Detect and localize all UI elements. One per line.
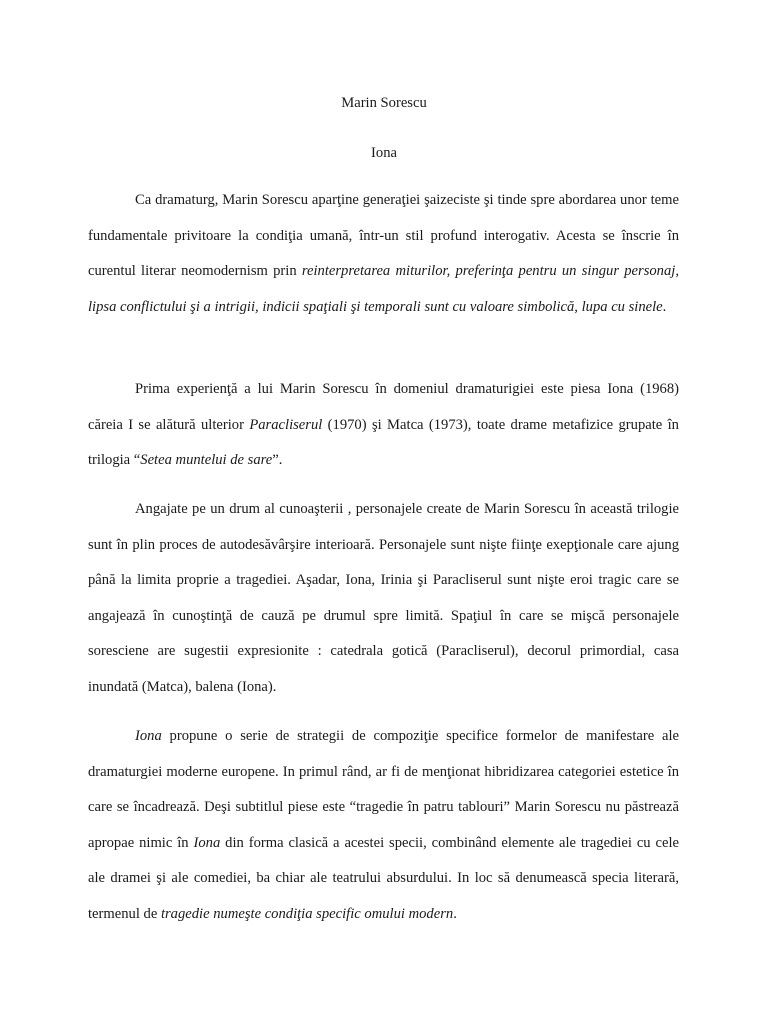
paragraph-4 — [88, 719, 679, 932]
text-segment: Ca dramaturg, Marin Sorescu aparţine generaţiei şaizeciste şi tinde spre abordarea unor teme fundamentale privitoare la condiţia umană, într-un stil profund interogativ. Acesta se înscrie în curentul literar neomodernism prin — [88, 192, 679, 279]
paragraph-2 — [88, 372, 679, 479]
author-heading: Marin Sorescu — [341, 95, 427, 111]
text-segment: . — [662, 298, 667, 315]
paragraph-3 — [88, 492, 679, 705]
paragraph-1 — [88, 183, 679, 325]
italic-text-segment: Paracliserul — [249, 416, 323, 433]
italic-text-segment: reinterpretarea miturilor, preferinţa pentru un singur personaj, lipsa conflictului şi a intrigii, indicii spaţiali şi temporali sunt cu valoare simbolică, lupa cu sinele — [88, 263, 679, 315]
italic-text-segment: tragedie numeşte condiţia specific omului modern — [160, 905, 454, 922]
text-segment: . — [453, 905, 457, 922]
title-heading: Iona — [371, 145, 397, 161]
text-segment: propune o serie de strategii de compoziţie specifice formelor de manifestare ale dramaturgiei moderne europene. In primul rând, ar fi de menţionat hibridizarea categoriei estetice în care se încadrează. Deşi subtitlul piese este “tragedie în patru tablouri” Marin Sorescu nu păstrează apropae nimic în — [88, 728, 679, 851]
text-segment: din forma clasică a acestei specii, combinând elemente ale tragediei cu cele ale dramei şi ale comediei, ba chiar ale teatrului absurdului. In loc să denumească specia literară, termenul de — [88, 834, 679, 922]
italic-text-segment: Iona — [135, 728, 162, 744]
italic-text-segment: Setea muntelui de sare — [140, 452, 273, 468]
italic-text-segment: Iona — [193, 834, 221, 851]
text-segment: Angajate pe un drum al cunoaşterii , personajele create de Marin Sorescu în această trilogie sunt în plin proces de autodesăvârşire interioară. Personajele sunt nişte fiinţe exepţionale care ajung până la limita proprie a tragediei. Aşadar, Iona, Irinia şi Paracliserul sunt nişte eroi tragic care se angajează în cunoştinţă de cauză pe drumul spre limită. Spaţiul în care se mişcă personajele soresciene are sugestii expresionite : catedrala gotică (Paracliserul), decorul primordial, casa inundată (Matca), balena (Iona). — [88, 501, 679, 695]
text-segment: ”. — [272, 452, 283, 468]
text-segment: Prima experienţă a lui Marin Sorescu în domeniul dramaturigiei este piesa Iona (1968) căreia I se alătură ulterior — [88, 381, 679, 433]
text-segment: (1970) şi Matca (1973), toate drame metafizice grupate în trilogia “ — [88, 416, 679, 468]
